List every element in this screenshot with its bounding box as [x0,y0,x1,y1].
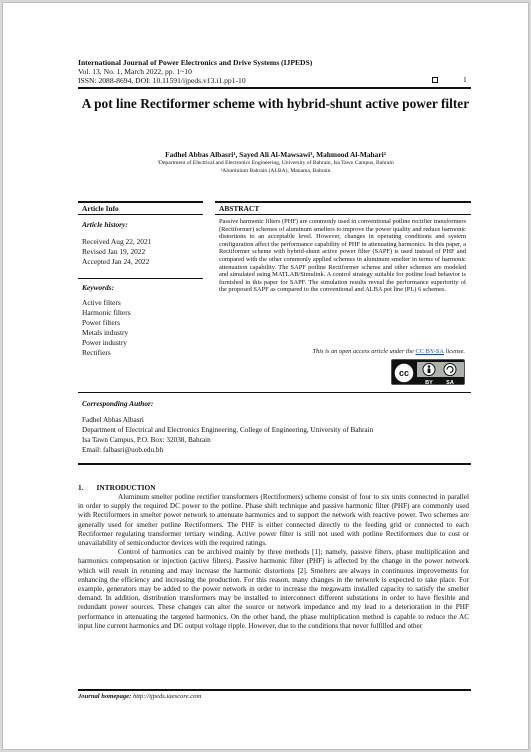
open-access-text: This is an open access article under the [312,348,414,355]
corresponding-name: Fadhel Abbas Albasri [82,416,144,424]
footer [78,693,201,700]
badge-sa-text: SA [446,380,454,386]
intro-paragraph-2: Control of harmonics can be archived mainly by three methods [1]; namely, passive filters, phase multiplication and harmonics compensation or injection (active filters). Passive harmonic filter (PHF) is affected by the change in the power network which will result in retuning and may increase the harmonic distortions [2]. Smelters are always in continuous improvements for enhancing the efficiency and increasing the production. For this reason, many changes in the network is expected to take place. For example, generators may be added to the power network in order to increase the megawatts installed capacity to satisfy the smelter demand. In addition, distribution transformers may be installed to interconnect different substations in order to have flexible and redundant power sources. These changes can alter the source or network impedance and my lead to a deterioration in the PHF performance in attenuating the targeted harmonics. On the other hand, the phase multiplication method is capable to reduce the AC input line current harmonics and DC output voltage ripple. However, due to the conditions that never fulfilled and other [78,548,469,630]
paper-page [2,2,529,750]
header-rule [78,87,471,89]
journal-header [78,58,478,85]
revised-date: Revised Jan 19, 2022 [82,247,146,256]
article-info-rule [78,214,203,215]
intro-paragraph-1: Aluminum smelter potline rectifier transformers (Rectiformers) scheme consist of four to six units connected in parallel in order to supply the required DC power to the potline. Phase shift technique and passive harmonic filter (PHF) are commonly used with Rectiformers in smelter power network to attenuate harmonics and to support the network with reactive power. Two schemes are generally used for smelter potline Rectiformers. The PHF is either connected directly to the feeding grid or connected to each Rectiformer regulating transformer tertiary winding. Active power filter is still not used with potline Rectiformers due to cost or unavailability of semiconductor devices with the required ratings. [78,493,469,548]
issn-line: ISSN: 2088-8694, DOI: 10.11591/ijpeds.v13.i1.pp1-10 [78,76,246,85]
abstract-text: Passive harmonic filters (PHF) are commonly used in conventional potline rectifier transformers (Rectiformer) schemes of aluminum smelters to improve the power quality and reduce harmonic distortions to an acceptable level. However, changes in operating conditions and system configuration affect the performance capability of PHF in attenuating harmonics. In this paper, a Rectiformer scheme with hybrid-shunt active power filter (SAPF) is used instead of PHF and compared with the other commonly applied schemes in aluminum smelter in terms of harmonic attenuation capability. The SAPF potline Rectiformer scheme and other schemes are modeled and simulated using MATLAB/Simulink. A control strategy suitable for potline load behavior is furnished in this paper for SAPF. The simulation results reveal the performance superiority of the proposed SAPF as compared to the conventional and ALBA pot line (PL) 6 schemes. [219,218,466,294]
article-info-heading: Article Info [82,204,119,213]
corresponding-address: Isa Tawn Campus, P.O. Box: 32038, Bahrain [82,436,211,444]
corresponding-rule [78,463,471,465]
authors-line: Fadhel Abbas Albasri¹, Sayed Ali Al-Mawsawi¹, Mahmood Al-Mahari² [165,150,386,159]
badge-by-text: BY [425,380,433,386]
accepted-date: Accepted Jan 24, 2022 [82,257,150,266]
corresponding-email: Email: falbasri@uob.edu.bh [82,446,164,454]
intro-body [78,493,469,631]
abstract-top-rule [215,201,471,203]
open-access-note [219,348,465,355]
keyword-item: Power industry [82,338,127,347]
footer-rule [78,689,471,691]
license-link[interactable]: CC BY-SA [415,348,445,355]
keyword-item: Active filters [82,298,121,307]
keyword-item: Power filters [82,318,120,327]
open-access-suffix: license. [445,348,465,355]
keywords-rule [78,278,203,279]
history-list [82,237,151,267]
footer-label: Journal homepage: [78,693,132,700]
received-date: Received Aug 22, 2021 [82,237,152,246]
info-bottom-rule [78,392,471,393]
journal-name: International Journal of Power Electronics and Drive Systems (IJPEDS) [78,58,313,67]
corresponding-department: Department of Electrical and Electronics Engineering, College of Engineering, University of Bahrain [82,426,374,434]
cc-badge-icon [392,360,466,386]
section-heading: 1. INTRODUCTION [78,483,156,492]
footer-url[interactable]: http://ijpeds.iaescore.com [132,693,202,700]
history-heading: Article history: [82,220,128,229]
page-marker-box [432,77,438,83]
cc-license-badge[interactable] [391,359,465,385]
affiliation-1: ¹Department of Electrical and Electronics Engineering, University of Bahrain, Isa Tawn Campus, Bahrain [157,160,394,166]
abstract-rule [215,214,471,215]
keyword-item: Metals industry [82,328,129,337]
keywords-list [82,298,131,358]
affiliation-2: ²Aluminium Bahrain (ALBA), Manama, Bahrain [220,168,331,174]
keyword-item: Rectifiers [82,348,111,357]
volume-line: Vol. 13, No. 1, March 2022, pp. 1~10 [78,67,192,76]
corresponding-block [82,415,467,455]
abstract-heading: ABSTRACT [219,204,260,213]
paper-title: A pot line Rectiformer scheme with hybrid-shunt active power filter [81,96,470,111]
keywords-heading: Keywords: [82,283,115,292]
badge-cc-text: cc [398,368,410,378]
corresponding-heading: Corresponding Author: [82,399,154,408]
page-number: 1 [463,75,467,84]
article-info-top-rule [78,201,203,203]
keyword-item: Harmonic filters [82,308,131,317]
